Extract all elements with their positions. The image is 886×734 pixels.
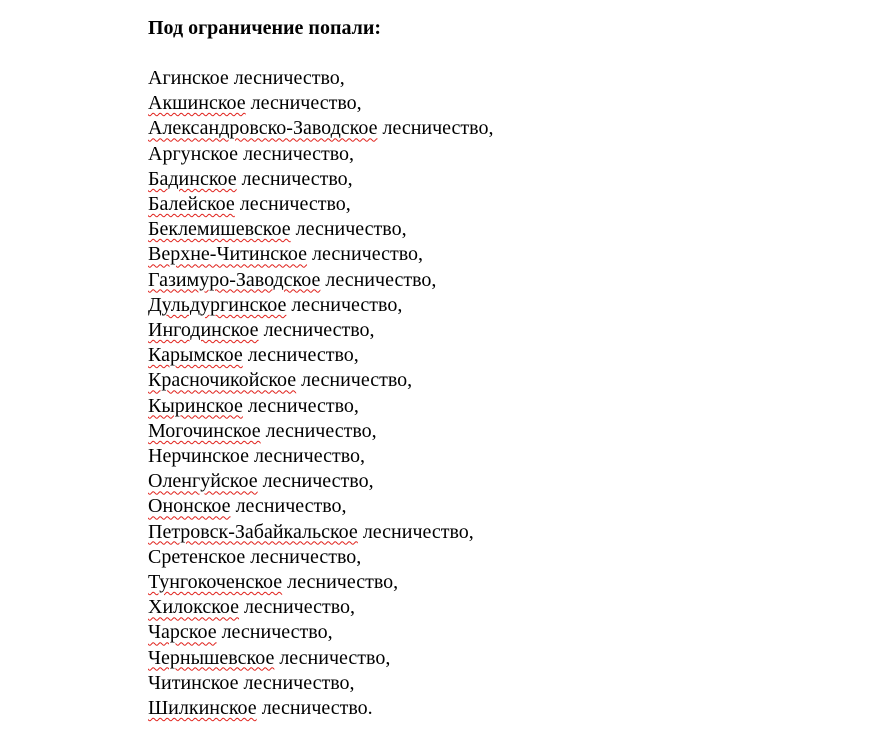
forestry-suffix: лесничество, [234, 193, 351, 216]
forestry-suffix: лесничество, [260, 419, 377, 442]
list-item [148, 394, 493, 419]
document-heading: Под ограничение попали: [148, 17, 382, 39]
list-item [148, 167, 493, 192]
list-item [148, 91, 493, 116]
forestry-name: Оленгуйское [148, 470, 258, 493]
list-item [148, 620, 493, 645]
list-item [148, 116, 493, 141]
forestry-name: Могочинское [148, 419, 261, 442]
forestry-name: Ононское [148, 495, 231, 518]
list-item [148, 469, 493, 494]
forestry-suffix: лесничество, [357, 520, 474, 543]
list-item [148, 66, 493, 91]
forestry-suffix: лесничество, [286, 293, 403, 316]
forestry-suffix: лесничество, [242, 344, 359, 367]
forestry-name: Хилокское [148, 596, 240, 619]
list-item [148, 494, 493, 519]
list-item [148, 696, 493, 721]
forestry-name: Газимуро-Заводское [148, 268, 321, 291]
forestry-suffix: лесничество, [239, 596, 356, 619]
forestry-suffix: лесничество, [230, 495, 347, 518]
forestry-suffix: лесничество, [282, 571, 399, 594]
list-item [148, 444, 493, 469]
forestry-name: Дульдургинское [148, 293, 287, 316]
forestry-suffix: лесничество, [274, 646, 391, 669]
forestry-suffix: лесничество, [377, 117, 494, 140]
forestry-name: Карымское [148, 344, 243, 367]
list-item [148, 293, 493, 318]
list-item [148, 520, 493, 545]
forestry-suffix: лесничество, [245, 92, 362, 115]
forestry-suffix: лесничество, [296, 369, 413, 392]
list-item [148, 217, 493, 242]
forestry-suffix: лесничество, [307, 243, 424, 266]
list-item [148, 318, 493, 343]
forestry-suffix: лесничество, [249, 445, 365, 468]
forestry-name: Кыринское [148, 394, 243, 417]
forestry-suffix: лесничество, [216, 621, 333, 644]
forestry-name: Чернышевское [148, 646, 275, 669]
forestry-name: Сретенское [148, 545, 246, 568]
forestry-name: Красночикойское [148, 369, 297, 392]
forestry-suffix: лесничество, [320, 268, 437, 291]
forestry-name: Балейское [148, 193, 235, 216]
forestry-name: Тунгокоченское [148, 571, 283, 594]
forestry-suffix: лесничество. [256, 697, 373, 720]
list-item [148, 595, 493, 620]
blank-line [148, 41, 493, 66]
forestry-name: Ингодинское [148, 319, 259, 342]
list-item [148, 268, 493, 293]
forestry-name: Чарское [148, 621, 217, 644]
forestry-name: Александровско-Заводское [148, 117, 378, 140]
list-item [148, 368, 493, 393]
list-item [148, 671, 493, 696]
forestry-name: Бадинское [148, 167, 237, 190]
list-item [148, 419, 493, 444]
list-item [148, 142, 493, 167]
forestry-name: Беклемишевское [148, 218, 291, 241]
forestry-name: Читинское [148, 671, 239, 694]
forestry-name: Петровск-Забайкальское [148, 520, 358, 543]
list-item [148, 545, 493, 570]
forestry-suffix: лесничество, [257, 470, 374, 493]
forestry-name: Нерчинское [148, 445, 249, 468]
forestry-name: Аргунское [148, 142, 239, 165]
forestry-suffix: лесничество, [238, 142, 355, 165]
forestry-name: Акшинское [148, 92, 246, 115]
forestry-name: Верхне-Читинское [148, 243, 308, 266]
list-item [148, 192, 493, 217]
forestry-suffix: лесничество, [228, 67, 345, 89]
list-item [148, 242, 493, 267]
forestry-suffix: лесничество, [242, 394, 359, 417]
list-item [148, 646, 493, 671]
forestry-suffix: лесничество, [290, 218, 407, 241]
list-item [148, 570, 493, 595]
forestry-suffix: лесничество, [238, 671, 355, 694]
forestry-list [148, 66, 493, 721]
forestry-suffix: лесничество, [236, 167, 353, 190]
document-body [148, 16, 493, 721]
forestry-name: Агинское [148, 67, 229, 89]
forestry-suffix: лесничество, [258, 319, 375, 342]
forestry-suffix: лесничество, [245, 545, 362, 568]
forestry-name: Шилкинское [148, 697, 257, 720]
list-item [148, 343, 493, 368]
